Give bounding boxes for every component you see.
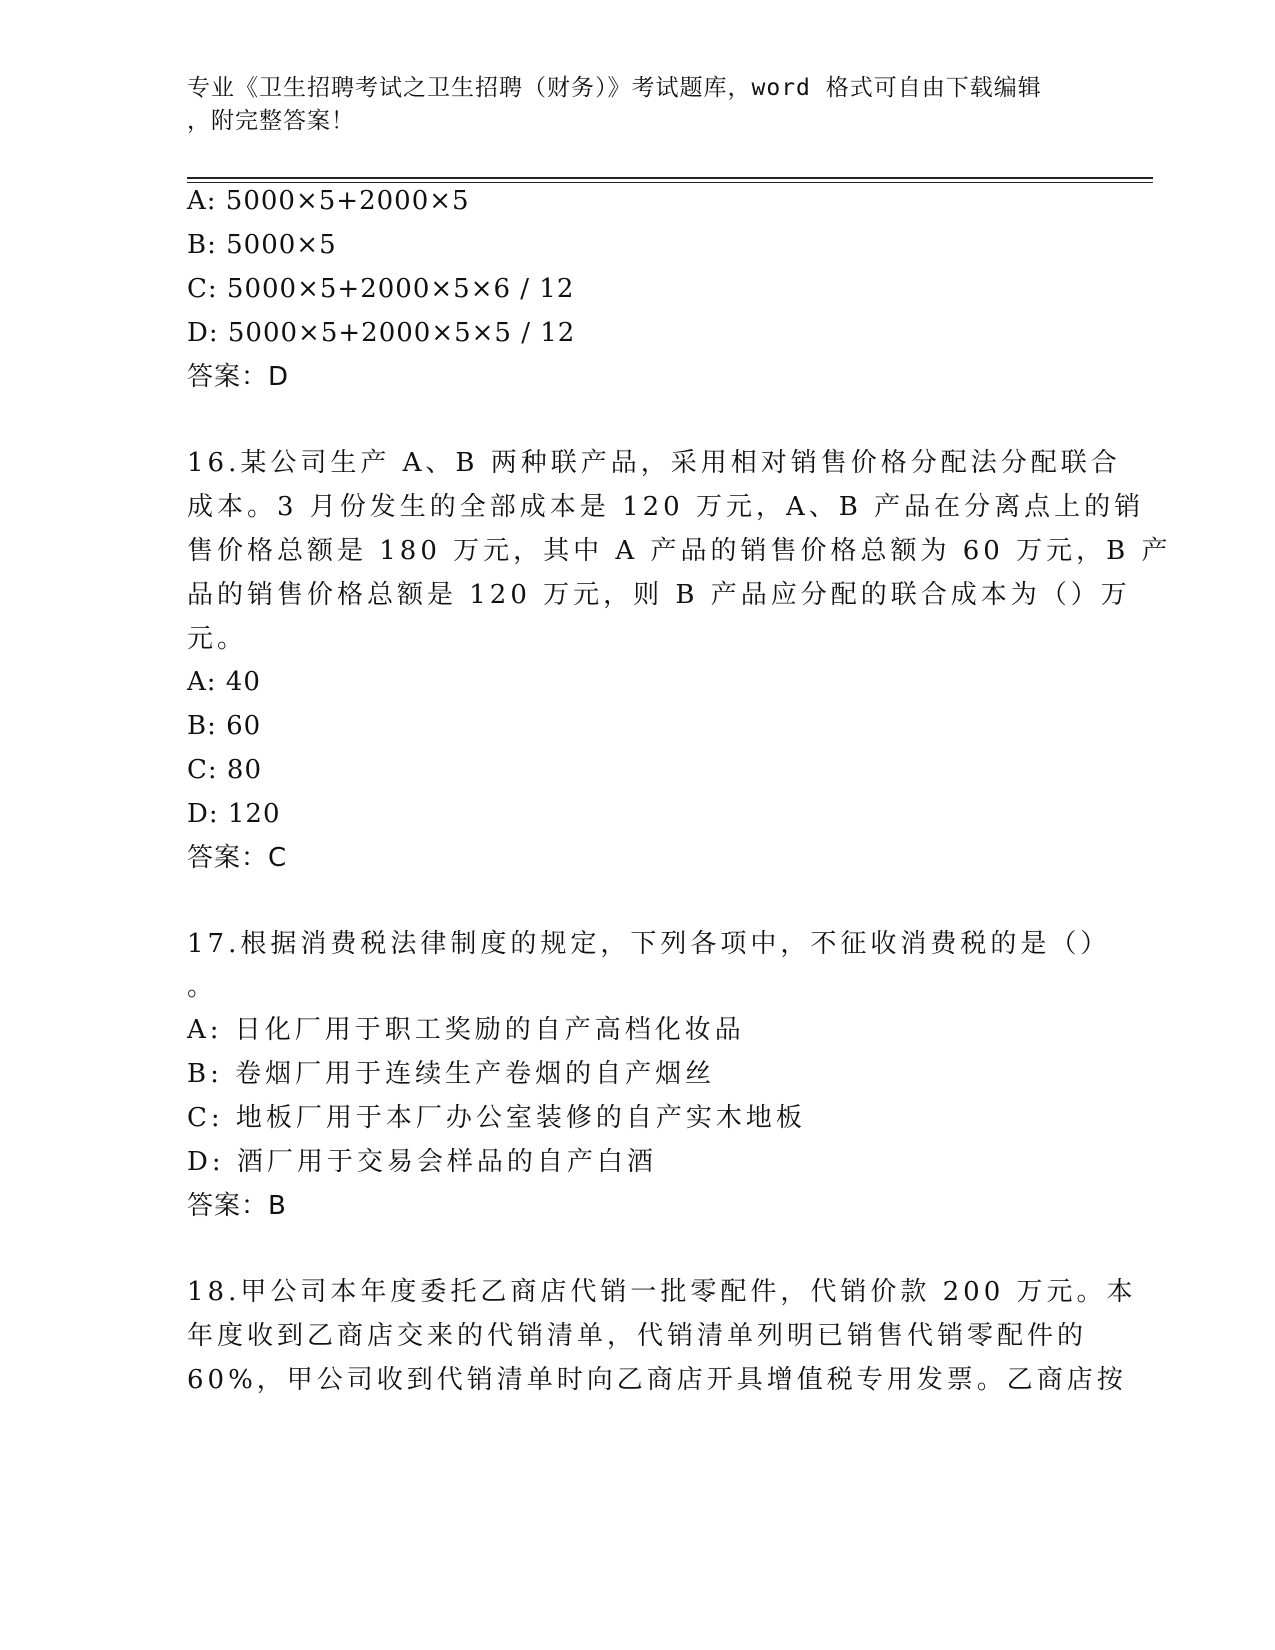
header-line-1: 专业《卫生招聘考试之卫生招聘（财务）》考试题库，word 格式可自由下载编辑 [187, 75, 1042, 101]
q15-option-c: C: 5000×5+2000×5×6 / 12 [187, 274, 575, 304]
q15-option-b: B: 5000×5 [187, 230, 337, 260]
q16-answer: 答案：C [187, 843, 288, 873]
q15-answer: 答案：D [187, 362, 290, 392]
q17-text-line: 。 [187, 972, 218, 1002]
q15-option-a: A: 5000×5+2000×5 [187, 186, 470, 216]
q15-option-d: D: 5000×5+2000×5×5 / 12 [187, 318, 576, 348]
q17-answer: 答案：B [187, 1191, 287, 1221]
header-line-2: ，附完整答案！ [187, 108, 355, 134]
q17-option-b: B: 卷烟厂用于连续生产卷烟的自产烟丝 [187, 1059, 716, 1089]
q16-option-b: B: 60 [187, 711, 262, 741]
q17-option-d: D: 酒厂用于交易会样品的自产白酒 [187, 1147, 657, 1177]
q16-text-line: 元。 [187, 624, 248, 654]
q17-option-a: A: 日化厂用于职工奖励的自产高档化妆品 [187, 1015, 745, 1045]
q16-text-line: 品的销售价格总额是 120 万元，则 B 产品应分配的联合成本为（）万 [187, 580, 1131, 610]
q17-text-line: 17.根据消费税法律制度的规定，下列各项中，不征收消费税的是（） [187, 929, 1111, 959]
q16-text-line: 16.某公司生产 A、B 两种联产品，采用相对销售价格分配法分配联合 [187, 448, 1121, 478]
q18-text-line: 18.甲公司本年度委托乙商店代销一批零配件，代销价款 200 万元。本 [187, 1277, 1137, 1307]
q16-text-line: 售价格总额是 180 万元，其中 A 产品的销售价格总额为 60 万元，B 产 [187, 536, 1172, 566]
header-divider [187, 177, 1153, 183]
q16-text-line: 成本。3 月份发生的全部成本是 120 万元，A、B 产品在分离点上的销 [187, 492, 1145, 522]
q18-text-line: 年度收到乙商店交来的代销清单，代销清单列明已销售代销零配件的 [187, 1321, 1088, 1351]
q16-option-a: A: 40 [187, 667, 261, 697]
q17-option-c: C: 地板厂用于本厂办公室装修的自产实木地板 [187, 1103, 806, 1133]
q16-option-c: C: 80 [187, 755, 263, 785]
document-header [187, 72, 1067, 138]
q18-text-line: 60%，甲公司收到代销清单时向乙商店开具增值税专用发票。乙商店按 [187, 1365, 1127, 1395]
q16-option-d: D: 120 [187, 799, 281, 829]
